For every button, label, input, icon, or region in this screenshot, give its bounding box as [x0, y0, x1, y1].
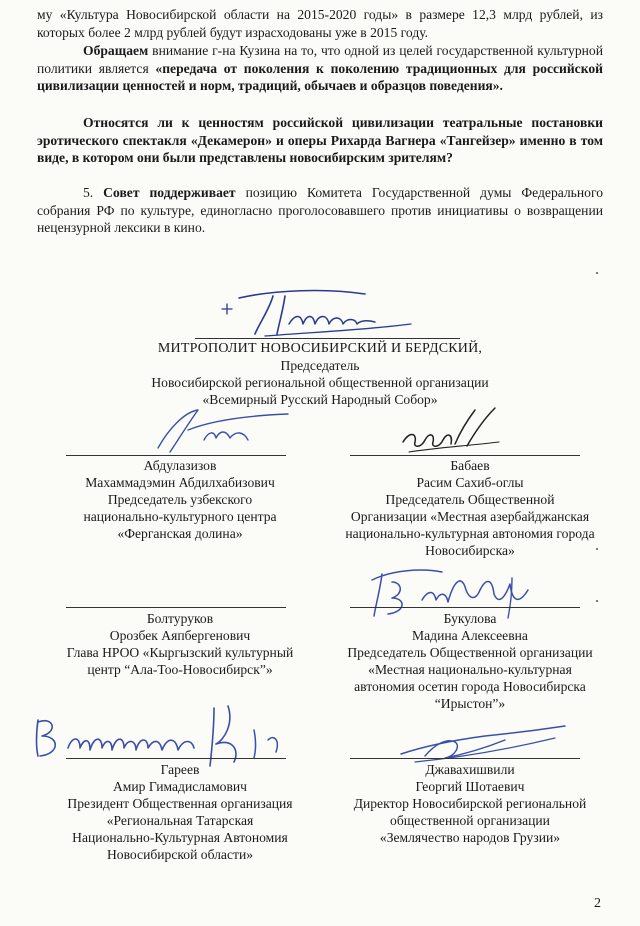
javakhishvili-line1: Директор Новосибирской региональной [353, 796, 587, 811]
paragraph-council-text: позицию Комитета Государственной думы Федерального собрания РФ по культуре, единогласно проголосовавшего против инициативы о возвращении нецензурной лексики в кино. [37, 185, 603, 236]
paragraph-council [37, 184, 603, 237]
bukulova-signature-line [350, 607, 580, 608]
javakhishvili-signature-line [350, 758, 580, 759]
gareev-signature [28, 700, 298, 770]
gareev-name: Амир Гимадисламович [112, 779, 248, 794]
metropolitan-title: МИТРОПОЛИТ НОВОСИБИРСКИЙ И БЕРДСКИЙ, [157, 341, 483, 356]
paragraph-council-number: 5. [83, 185, 104, 200]
boltu-signature-line [66, 607, 286, 608]
metropolitan-org-line2: «Всемирный Русский Народный Собор» [202, 392, 438, 407]
boltu-name: Орозбек Аяпбергенович [109, 628, 251, 643]
abdulazizov-line3: «Ферганская долина» [117, 526, 243, 541]
babaev-line3: национально-культурная автономия города [345, 526, 595, 541]
metropolitan-block [150, 340, 490, 408]
metropolitan-role: Председатель [280, 358, 360, 373]
boltu-surname: Болтуруков [146, 611, 214, 626]
gareev-surname: Гареев [160, 762, 200, 777]
paragraph-attention-lead: Обращаем [83, 43, 149, 58]
bukulova-line3: автономия осетин города Новосибирска [354, 679, 586, 694]
babaev-block [320, 457, 620, 559]
bukulova-block [320, 610, 620, 712]
boltu-line2: центр “Ала-Тоо-Новосибирск”» [87, 662, 273, 677]
abdulazizov-name: Махаммадэмин Абдилхабизович [85, 475, 275, 490]
bukulova-surname: Букулова [443, 611, 497, 626]
abdulazizov-block [50, 457, 310, 542]
babaev-signature-line [350, 455, 580, 456]
paragraph-attention-quote: «передача от поколения к поколению традиционных для российской цивилизации ценностей и норм, традиций, обычаев и образцов поведения». [37, 60, 603, 94]
abdulazizov-signature [148, 400, 298, 460]
babaev-signature [395, 402, 515, 458]
gareev-line2: «Региональная Татарская [106, 813, 254, 828]
javakhishvili-line2: общественной организации [390, 813, 550, 828]
javakhishvili-line3: «Землячество народов Грузии» [379, 830, 561, 845]
babaev-line2: Организации «Местная азербайджанская [350, 509, 590, 524]
paragraph-budget: му «Культура Новосибирской области на 2015-2020 годы» в размере 12,3 млрд рублей, из которых более 2 млрд рублей будут израсходованы уже в 2015 году. [37, 7, 603, 40]
scan-speck [596, 548, 598, 550]
boltu-block [50, 610, 310, 678]
gareev-line1: Президент Общественная организация [67, 796, 293, 811]
metropolitan-org-line1: Новосибирской региональной общественной организации [151, 375, 489, 390]
gareev-signature-line [66, 758, 286, 759]
scan-speck [596, 272, 598, 274]
boltu-line1: Глава НРОО «Кыргызский культурный [66, 645, 294, 660]
paragraph-question: Относятся ли к ценностям российской цивилизации театральные постановки эротического спектакля «Декамерон» и оперы Рихарда Вагнера «Тангейзер» именно в том виде, в котором они были представлены новосибирским зрителям? [37, 115, 603, 166]
scan-speck [596, 600, 598, 602]
page-number: 2 [594, 896, 601, 911]
babaev-name: Расим Сахиб-оглы [416, 475, 524, 490]
babaev-surname: Бабаев [450, 458, 490, 473]
bukulova-line4: “Ирыстон”» [434, 696, 506, 711]
javakhishvili-block [320, 761, 620, 846]
gareev-line3: Национально-Культурная Автономия [72, 830, 288, 845]
babaev-line1: Председатель Общественной [385, 492, 555, 507]
paragraph-attention [37, 42, 603, 95]
gareev-line4: Новосибирской области» [106, 847, 254, 862]
abdulazizov-line2: национально-культурного центра [83, 509, 277, 524]
metropolitan-signature [215, 284, 415, 344]
gareev-block [50, 761, 310, 863]
abdulazizov-signature-line [66, 455, 286, 456]
bukulova-line1: Председатель Общественной организации [347, 645, 593, 660]
javakhishvili-name: Георгий Шотаевич [415, 779, 525, 794]
bukulova-line2: «Местная национально-культурная [368, 662, 572, 677]
paragraph-attention-text: внимание г-на Кузина на то, что одной из целей государственной культурной политики является [37, 43, 603, 76]
javakhishvili-surname: Джавахишвили [425, 762, 515, 777]
babaev-line4: Новосибирска» [425, 543, 515, 558]
paragraph-council-lead: Совет поддерживает [103, 185, 236, 200]
bukulova-name: Мадина Алексеевна [412, 628, 528, 643]
abdulazizov-line1: Председатель узбекского [107, 492, 253, 507]
metropolitan-signature-line [195, 338, 460, 339]
abdulazizov-surname: Абдулазизов [143, 458, 217, 473]
